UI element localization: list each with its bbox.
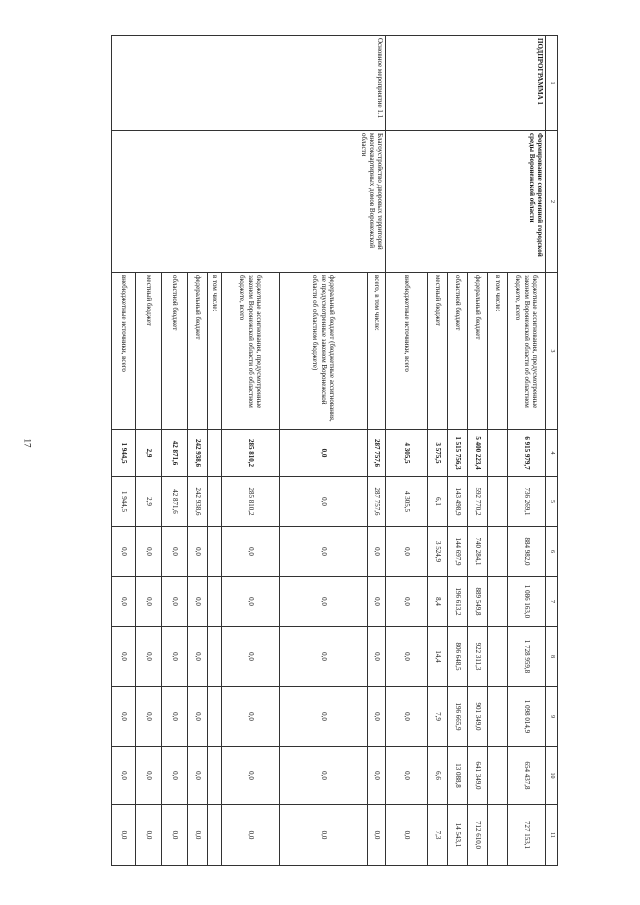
value-cell: 1 944,5 <box>112 477 136 527</box>
rotated-table-block <box>85 35 558 865</box>
value-cell: 1 098 014,9 <box>508 687 546 747</box>
value-cell: 0,0 <box>112 747 136 805</box>
value-cell <box>208 430 222 477</box>
value-cell: 3 524,9 <box>428 527 448 577</box>
source-cell: в том числе: <box>488 273 508 430</box>
value-cell: 0,0 <box>136 577 162 627</box>
table-row <box>368 36 386 866</box>
value-cell: 0,0 <box>188 805 208 866</box>
value-cell: 196 665,9 <box>448 687 468 747</box>
value-cell <box>488 477 508 527</box>
program-label: ПОДПРОГРАММА 1 <box>386 36 546 131</box>
value-cell: 712 610,0 <box>468 805 488 866</box>
column-number: 9 <box>546 687 558 747</box>
value-cell: 0,0 <box>368 747 386 805</box>
column-number: 11 <box>546 805 558 866</box>
column-number: 8 <box>546 627 558 687</box>
program-name: Формирование современной городской среды Воронежской области <box>386 131 546 273</box>
value-cell: 736 269,1 <box>508 477 546 527</box>
value-cell: 654 437,8 <box>508 747 546 805</box>
value-cell: 0,0 <box>136 527 162 577</box>
column-number: 4 <box>546 430 558 477</box>
value-cell <box>208 477 222 527</box>
table-row <box>508 36 546 866</box>
value-cell: 0,0 <box>222 627 280 687</box>
value-cell: 0,0 <box>368 577 386 627</box>
column-number: 6 <box>546 527 558 577</box>
value-cell: 0,0 <box>386 687 428 747</box>
value-cell: 242 938,6 <box>188 430 208 477</box>
value-cell: 8,4 <box>428 577 448 627</box>
value-cell: 42 871,6 <box>162 430 188 477</box>
value-cell <box>488 577 508 627</box>
value-cell: 740 284,1 <box>468 527 488 577</box>
value-cell: 143 498,9 <box>448 477 468 527</box>
value-cell: 13 088,8 <box>448 747 468 805</box>
value-cell: 0,0 <box>162 527 188 577</box>
value-cell: 1 515 756,3 <box>448 430 468 477</box>
value-cell <box>208 747 222 805</box>
value-cell: 0,0 <box>162 627 188 687</box>
value-cell: 0,0 <box>386 627 428 687</box>
value-cell: 0,0 <box>280 747 368 805</box>
value-cell: 884 982,0 <box>508 527 546 577</box>
source-cell: областной бюджет <box>448 273 468 430</box>
value-cell: 42 871,6 <box>162 477 188 527</box>
value-cell: 242 938,6 <box>188 477 208 527</box>
value-cell: 0,0 <box>280 687 368 747</box>
value-cell: 0,0 <box>280 477 368 527</box>
value-cell: 0,0 <box>112 805 136 866</box>
value-cell: 0,0 <box>136 747 162 805</box>
value-cell: 0,0 <box>280 627 368 687</box>
value-cell: 0,0 <box>136 805 162 866</box>
value-cell: 7,9 <box>428 687 448 747</box>
value-cell <box>208 577 222 627</box>
value-cell: 0,0 <box>280 430 368 477</box>
column-number: 2 <box>546 131 558 273</box>
value-cell: 922 311,3 <box>468 627 488 687</box>
event-label: Основное мероприятие 1.1 <box>112 36 386 131</box>
value-cell: 14,4 <box>428 627 448 687</box>
value-cell: 196 613,2 <box>448 577 468 627</box>
source-cell: бюджетные ассигнования, предусмотренные законом Воронежской области об областном бюджете, всего <box>508 273 546 430</box>
value-cell: 0,0 <box>368 687 386 747</box>
value-cell: 2,9 <box>136 477 162 527</box>
value-cell: 6 915 979,7 <box>508 430 546 477</box>
value-cell: 0,0 <box>188 577 208 627</box>
value-cell: 727 153,1 <box>508 805 546 866</box>
source-cell: федеральный бюджет <box>188 273 208 430</box>
value-cell: 0,0 <box>386 805 428 866</box>
column-number: 3 <box>546 273 558 430</box>
value-cell: 0,0 <box>112 527 136 577</box>
value-cell <box>488 627 508 687</box>
value-cell: 0,0 <box>280 577 368 627</box>
value-cell: 0,0 <box>222 577 280 627</box>
value-cell: 0,0 <box>112 577 136 627</box>
value-cell: 0,0 <box>136 687 162 747</box>
value-cell: 0,0 <box>188 527 208 577</box>
value-cell: 6,1 <box>428 477 448 527</box>
value-cell: 0,0 <box>162 687 188 747</box>
source-cell: бюджетные ассигнования, предусмотренные законом Воронежской области об областном бюджете, всего <box>222 273 280 430</box>
source-cell: местный бюджет <box>136 273 162 430</box>
value-cell: 1 728 959,8 <box>508 627 546 687</box>
value-cell: 0,0 <box>280 527 368 577</box>
value-cell: 285 810,2 <box>222 477 280 527</box>
value-cell: 0,0 <box>112 687 136 747</box>
value-cell: 4 305,5 <box>386 430 428 477</box>
value-cell: 0,0 <box>162 577 188 627</box>
value-cell: 641 349,0 <box>468 747 488 805</box>
value-cell: 144 697,9 <box>448 527 468 577</box>
column-number: 7 <box>546 577 558 627</box>
value-cell: 0,0 <box>280 805 368 866</box>
page-number: 17 <box>22 438 33 448</box>
value-cell: 806 648,5 <box>448 627 468 687</box>
value-cell: 3 575,5 <box>428 430 448 477</box>
value-cell: 0,0 <box>162 805 188 866</box>
value-cell: 0,0 <box>136 627 162 687</box>
value-cell: 901 349,0 <box>468 687 488 747</box>
value-cell: 287 757,6 <box>368 430 386 477</box>
value-cell: 0,0 <box>368 805 386 866</box>
value-cell: 592 770,2 <box>468 477 488 527</box>
value-cell: 0,0 <box>188 627 208 687</box>
source-cell: федеральный бюджет <box>468 273 488 430</box>
value-cell: 0,0 <box>188 747 208 805</box>
value-cell <box>488 747 508 805</box>
value-cell: 0,0 <box>368 627 386 687</box>
value-cell: 0,0 <box>112 627 136 687</box>
value-cell: 6,6 <box>428 747 448 805</box>
value-cell: 0,0 <box>222 805 280 866</box>
value-cell: 0,0 <box>222 747 280 805</box>
event-name: Благоустройство дворовых территорий многоквартирных домов Воронежской области <box>112 131 386 273</box>
value-cell: 287 757,6 <box>368 477 386 527</box>
column-number-row <box>546 36 558 866</box>
value-cell: 0,0 <box>222 687 280 747</box>
value-cell: 889 549,8 <box>468 577 488 627</box>
value-cell: 0,0 <box>188 687 208 747</box>
value-cell <box>208 527 222 577</box>
value-cell: 2,9 <box>136 430 162 477</box>
value-cell: 0,0 <box>222 527 280 577</box>
value-cell <box>208 627 222 687</box>
value-cell <box>208 687 222 747</box>
value-cell <box>488 527 508 577</box>
value-cell: 5 400 223,4 <box>468 430 488 477</box>
source-cell: всего, в том числе: <box>368 273 386 430</box>
column-number: 1 <box>546 36 558 131</box>
value-cell: 14 543,1 <box>448 805 468 866</box>
source-cell: местный бюджет <box>428 273 448 430</box>
value-cell: 7,3 <box>428 805 448 866</box>
value-cell: 0,0 <box>386 577 428 627</box>
value-cell: 0,0 <box>162 747 188 805</box>
value-cell: 1 944,5 <box>112 430 136 477</box>
value-cell: 4 305,5 <box>386 477 428 527</box>
value-cell <box>488 805 508 866</box>
source-cell: в том числе: <box>208 273 222 430</box>
value-cell: 0,0 <box>368 527 386 577</box>
column-number: 5 <box>546 477 558 527</box>
value-cell <box>488 687 508 747</box>
source-cell: федеральный бюджет (бюджетные ассигнования, не предусмотренные законом Воронежской области об областном бюджете) <box>280 273 368 430</box>
value-cell <box>488 430 508 477</box>
value-cell: 0,0 <box>386 747 428 805</box>
value-cell: 285 810,2 <box>222 430 280 477</box>
value-cell: 1 086 163,0 <box>508 577 546 627</box>
source-cell: внебюджетные источники, всего <box>112 273 136 430</box>
budget-table <box>111 35 558 866</box>
source-cell: внебюджетные источники, всего <box>386 273 428 430</box>
value-cell: 0,0 <box>386 527 428 577</box>
value-cell <box>208 805 222 866</box>
source-cell: областной бюджет <box>162 273 188 430</box>
column-number: 10 <box>546 747 558 805</box>
